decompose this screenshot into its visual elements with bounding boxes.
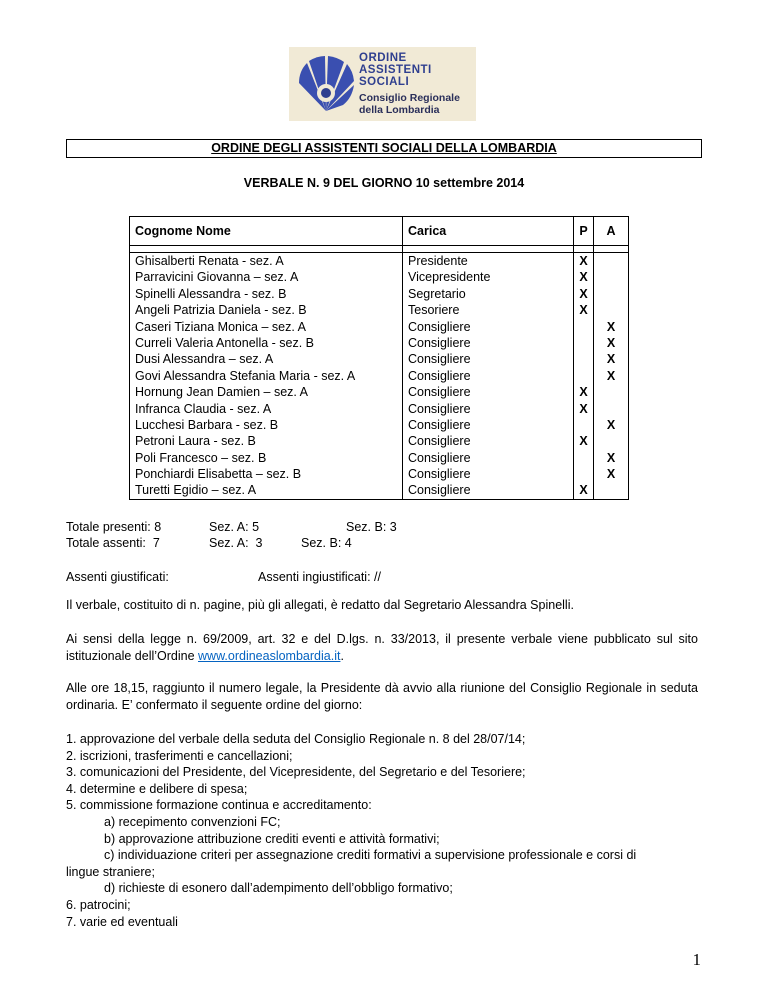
present-mark: X: [579, 385, 588, 400]
agenda-item: 6. patrocini;: [66, 897, 131, 912]
member-name: Hornung Jean Damien – sez. A: [135, 385, 309, 400]
absent-mark: X: [606, 319, 616, 334]
present-mark: X: [579, 434, 588, 449]
agenda-item: 1. approvazione del verbale della seduta del Consiglio Regionale n. 8 del 28/07/14;: [66, 732, 526, 746]
present-mark: [574, 466, 593, 482]
member-name: Lucchesi Barbara - sez. B: [135, 417, 279, 432]
document-subtitle: VERBALE N. 9 DEL GIORNO 10 settembre 2014: [243, 176, 525, 190]
table-body-row: [130, 253, 629, 500]
justified-absences: Assenti giustificati:: [66, 570, 169, 584]
present-mark: X: [579, 254, 588, 268]
absent-mark: [594, 384, 628, 400]
agenda-item: 4. determine e delibere di spesa;: [66, 781, 248, 796]
agenda-item: 5. commissione formazione continua e accreditamento:: [66, 798, 372, 813]
member-name: Infranca Claudia - sez. A: [135, 401, 272, 416]
member-role: Vicepresidente: [408, 270, 491, 285]
agenda-subitem-continued: lingue straniere;: [66, 864, 155, 879]
agenda-subitem: c) individuazione criteri per assegnazione crediti formativi a supervisione professionale e corsi di: [104, 848, 637, 863]
unjustified-absences: Assenti ingiustificati: //: [258, 570, 381, 584]
total-present: Totale presenti: 8: [66, 520, 162, 534]
present-mark: [574, 417, 593, 433]
table-spacer-row: [130, 246, 629, 253]
present-mark: X: [579, 483, 588, 498]
member-name: Curreli Valeria Antonella - sez. B: [135, 335, 315, 350]
member-role: Consigliere: [408, 352, 471, 367]
paragraph-publication: Ai sensi della legge n. 69/2009, art. 32 e del D.lgs. n. 33/2013, il presente verbale viene pubblicato sul sito istituzionale dell’Ordine www.ordineaslombardia.it.: [66, 632, 698, 663]
member-role: Consigliere: [408, 368, 471, 383]
agenda-subitem: b) approvazione attribuzione crediti eventi e attività formativi;: [104, 831, 440, 846]
member-name: Parravicini Giovanna – sez. A: [135, 270, 299, 285]
absent-mark: [594, 302, 628, 318]
roles-column: [403, 253, 574, 500]
logo-emblem-icon: [295, 53, 357, 115]
present-mark: X: [579, 401, 588, 416]
member-role: Consigliere: [408, 401, 471, 416]
member-role: Consigliere: [408, 385, 471, 400]
present-mark: X: [579, 270, 588, 285]
absent-mark: [594, 286, 628, 302]
member-role: Consigliere: [408, 335, 471, 350]
present-mark: [574, 351, 593, 367]
header-name: Cognome Nome: [130, 217, 403, 246]
member-role: Consigliere: [408, 450, 471, 465]
absent-mark: [594, 401, 628, 417]
names-column: [130, 253, 403, 500]
present-mark: [574, 319, 593, 335]
absent-mark: X: [606, 450, 616, 465]
absent-mark: [594, 433, 628, 449]
present-mark: [574, 335, 593, 351]
present-sez-b: Sez. B: 3: [346, 520, 397, 534]
absent-mark: X: [606, 352, 616, 367]
absent-column: [594, 253, 629, 500]
attendance-table: [129, 216, 629, 500]
document-title: ORDINE DEGLI ASSISTENTI SOCIALI DELLA LOMBARDIA: [66, 139, 702, 158]
absent-sez-b: Sez. B: 4: [301, 536, 352, 550]
website-link[interactable]: www.ordineaslombardia.it: [198, 649, 341, 663]
agenda-subitem: d) richieste di esonero dall’adempimento dell’obbligo formativo;: [104, 881, 453, 896]
present-mark: [574, 368, 593, 384]
member-name: Ghisalberti Renata - sez. A: [135, 254, 284, 268]
agenda-item: 2. iscrizioni, trasferimenti e cancellazioni;: [66, 748, 293, 763]
member-name: Angeli Patrizia Daniela - sez. B: [135, 303, 307, 318]
paragraph-opening: Alle ore 18,15, raggiunto il numero legale, la Presidente dà avvio alla riunione del Consiglio Regionale in seduta ordinaria. E’ confermato il seguente ordine del giorno:: [66, 681, 698, 712]
logo-text: ORDINE ASSISTENTI SOCIALI Consiglio Regionale della Lombardia: [359, 52, 460, 116]
present-mark: X: [579, 286, 588, 301]
present-mark: X: [579, 303, 588, 318]
absent-mark: X: [606, 335, 616, 350]
member-name: Poli Francesco – sez. B: [135, 450, 267, 465]
header-role: Carica: [403, 217, 574, 246]
member-role: Segretario: [408, 286, 466, 301]
agenda-item: 7. varie ed eventuali: [66, 914, 178, 929]
member-role: Consigliere: [408, 417, 471, 432]
agenda-item: 3. comunicazioni del Presidente, del Vicepresidente, del Segretario e del Tesoriere;: [66, 765, 526, 780]
member-role: Consigliere: [408, 319, 471, 334]
member-role: Tesoriere: [408, 303, 460, 318]
header-absent: A: [594, 217, 629, 246]
member-name: Caseri Tiziana Monica – sez. A: [135, 319, 306, 334]
member-name: Govi Alessandra Stefania Maria - sez. A: [135, 368, 356, 383]
logo: [289, 47, 476, 121]
present-mark: [574, 450, 593, 466]
absent-mark: [594, 253, 628, 269]
present-column: [574, 253, 594, 500]
member-name: Dusi Alessandra – sez. A: [135, 352, 274, 367]
member-role: Consigliere: [408, 467, 471, 482]
member-name: Turetti Egidio – sez. A: [135, 483, 257, 498]
page-number: 1: [692, 950, 701, 969]
agenda-list: [66, 731, 706, 930]
absent-sez-a: Sez. A: 3: [209, 536, 263, 550]
absent-mark: X: [606, 417, 616, 432]
absent-mark: [594, 482, 628, 498]
absent-mark: [594, 269, 628, 285]
present-sez-a: Sez. A: 5: [209, 520, 260, 534]
header-present: P: [574, 217, 594, 246]
paragraph-minutes-info: Il verbale, costituito di n. pagine, più gli allegati, è redatto dal Segretario Alessandra Spinelli.: [66, 598, 574, 612]
member-role: Presidente: [408, 254, 468, 268]
member-name: Spinelli Alessandra - sez. B: [135, 286, 287, 301]
member-name: Petroni Laura - sez. B: [135, 434, 256, 449]
total-absent: Totale assenti: 7: [66, 536, 160, 550]
member-name: Ponchiardi Elisabetta – sez. B: [135, 467, 302, 482]
member-role: Consigliere: [408, 483, 471, 498]
absent-mark: X: [606, 467, 616, 482]
table-header-row: [130, 217, 629, 246]
absent-mark: X: [606, 368, 616, 383]
agenda-subitem: a) recepimento convenzioni FC;: [104, 814, 281, 829]
member-role: Consigliere: [408, 434, 471, 449]
